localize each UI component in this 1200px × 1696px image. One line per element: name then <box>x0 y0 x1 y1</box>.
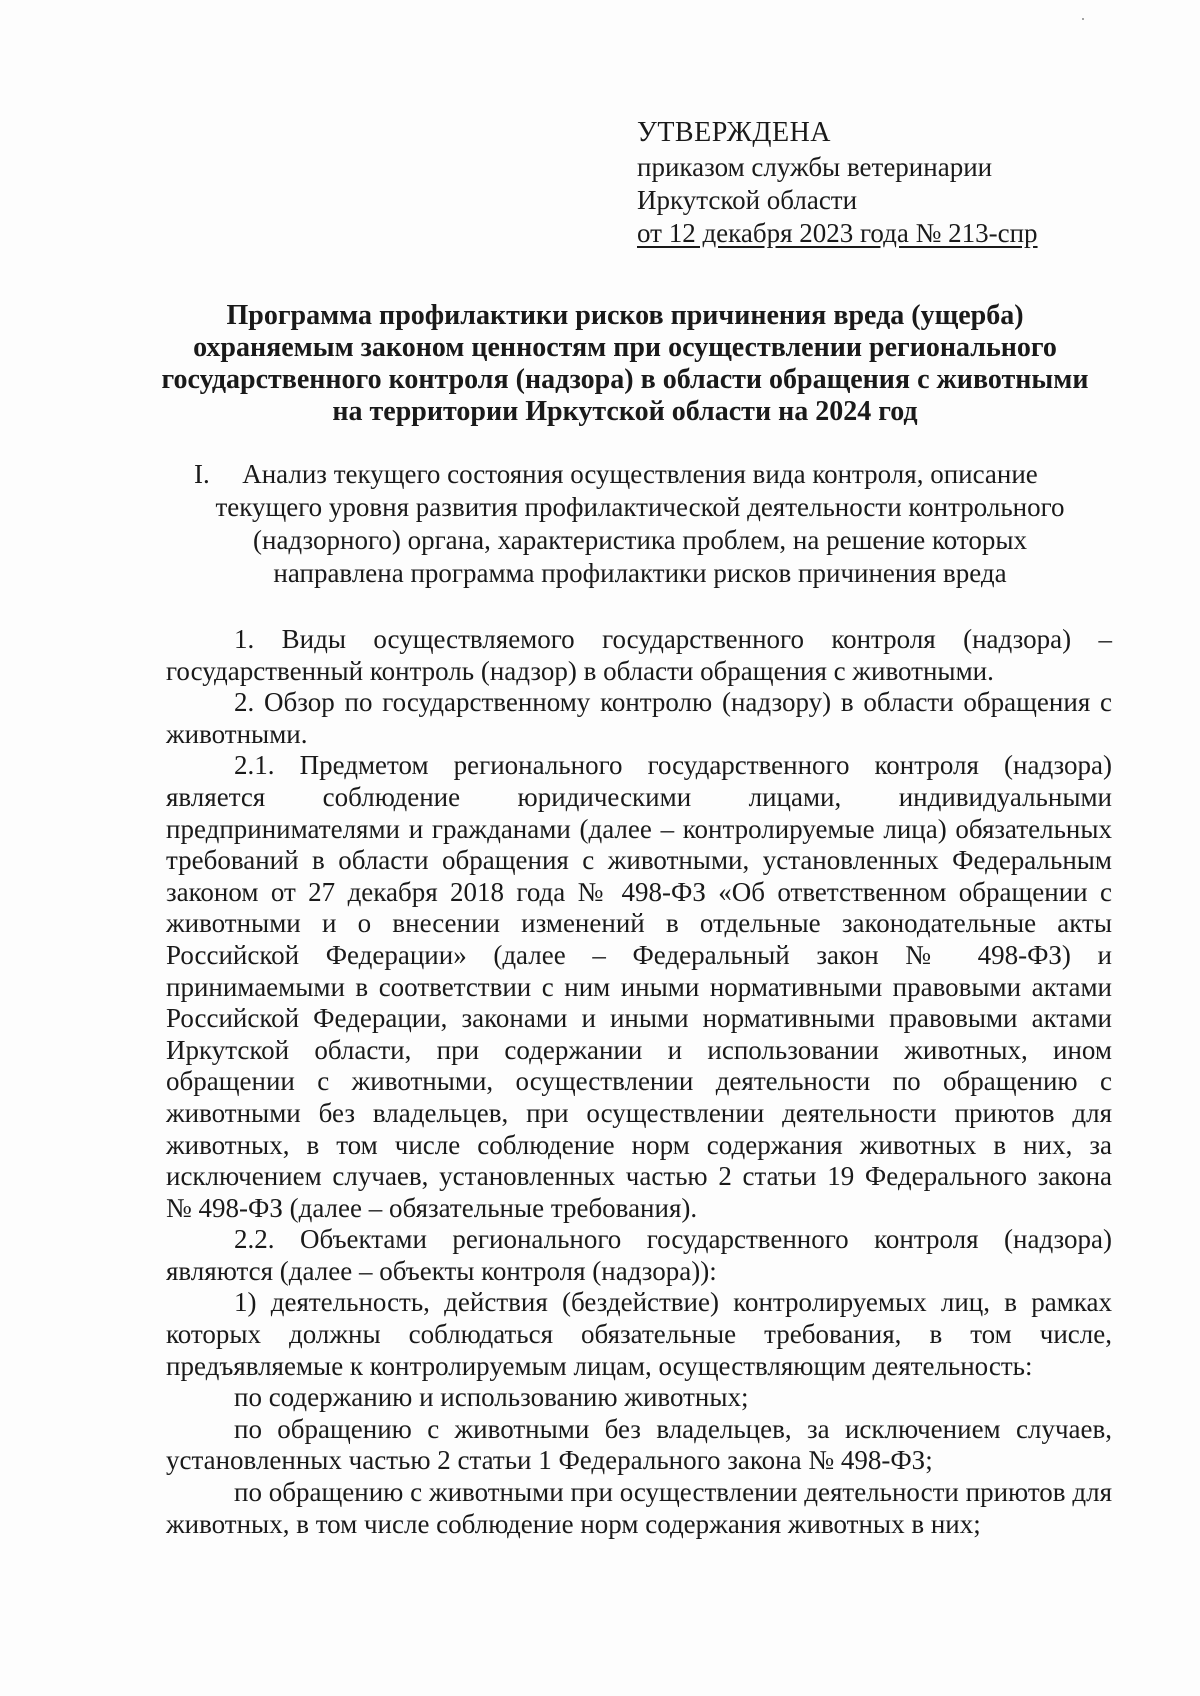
paragraph-item-1: 1) деятельность, действия (бездействие) контролируемых лиц, в рамках которых должны соблюдаться обязательные требования, в том числе, предъявляемые к контролируемым лицам, осуществляющим деятельность: <box>166 1287 1112 1381</box>
section-heading <box>180 458 1100 590</box>
paragraph-2-2: 2.2. Объектами регионального государственного контроля (надзора) являются (далее – объекты контроля (надзора)): <box>166 1224 1112 1286</box>
paragraph-1: 1. Виды осуществляемого государственного контроля (надзора) – государственный контроль (надзор) в области обращения с животными. <box>166 624 1112 686</box>
title-line-4: на территории Иркутской области на 2024 год <box>332 396 918 427</box>
approval-line-region: Иркутской области <box>637 185 858 215</box>
approval-heading: УТВЕРЖДЕНА <box>637 117 832 148</box>
title-line-1: Программа профилактики рисков причинения вреда (ущерба) <box>226 300 1024 331</box>
approval-line-date-number: от 12 декабря 2023 года № 213-спр <box>637 218 1038 248</box>
paragraph-2: 2. Обзор по государственному контролю (надзору) в области обращения с животными. <box>166 687 1112 749</box>
approval-stamp-block <box>637 116 1117 250</box>
paragraph-item-1-c: по обращению с животными при осуществлении деятельности приютов для животных, в том числе соблюдение норм содержания животных в них; <box>166 1477 1112 1539</box>
section-heading-line-4: направлена программа профилактики рисков причинения вреда <box>273 558 1007 588</box>
approval-line-order: приказом службы ветеринарии <box>637 152 993 182</box>
document-title <box>150 300 1100 428</box>
section-heading-line-1: Анализ текущего состояния осуществления вида контроля, описание <box>242 459 1038 489</box>
document-body <box>166 624 1112 1540</box>
section-heading-line-3: (надзорного) органа, характеристика проблем, на решение которых <box>253 525 1027 555</box>
title-line-2: охраняемым законом ценностям при осуществлении регионального <box>193 332 1057 363</box>
title-line-3: государственного контроля (надзора) в области обращения с животными <box>161 364 1089 395</box>
paragraph-item-1-b: по обращению с животными без владельцев, за исключением случаев, установленных частью 2 статьи 1 Федерального закона № 498-ФЗ; <box>166 1413 1112 1476</box>
scan-speck <box>1082 18 1084 20</box>
section-number: I. <box>194 459 210 489</box>
paragraph-item-1-a: по содержанию и использованию животных; <box>234 1382 749 1413</box>
section-heading-line-2: текущего уровня развития профилактической деятельности контрольного <box>215 492 1065 522</box>
paragraph-2-1: 2.1. Предметом регионального государственного контроля (надзора) является соблюдение юридическими лицами, индивидуальными предпринимателями и гражданами (далее – контролируемые лица) обязательных требований в области обращения с животными, установленных Федеральным законом от 27 декабря 2018 года № 498-ФЗ «Об ответственном обращении с животными и о внесении изменений в отдельные законодательные акты Российской Федерации» (далее – Федеральный закон № 498-ФЗ) и принимаемыми в соответствии с ним иными нормативными правовыми актами Российской Федерации, законами и иными нормативными правовыми актами Иркутской области, при содержании и использовании животных, ином обращении с животными, осуществлении деятельности по обращению с животными без владельцев, при осуществлении деятельности приютов для животных, в том числе соблюдение норм содержания животных в них, за исключением случаев, установленных частью 2 статьи 19 Федерального закона № 498-ФЗ (далее – обязательные требования). <box>166 750 1112 1223</box>
